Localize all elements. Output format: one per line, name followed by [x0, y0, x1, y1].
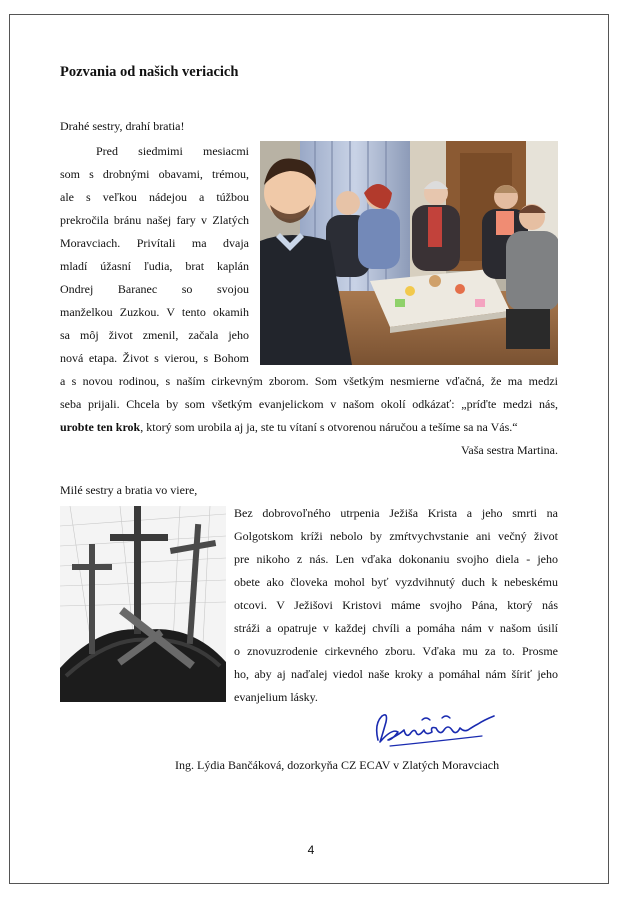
letter2-line: Golgotskom kríži nebolo by zmŕtvychvstanie ani večný život — [234, 529, 558, 543]
signature-name: Ing. Lýdia Bančáková, dozorkyňa CZ ECAV v Zlatých Moravciach — [175, 758, 500, 772]
group-photo — [260, 141, 558, 365]
letter2-line: obete ako človeka mohol byť vyzdvihnutý duch k nebeskému — [234, 575, 558, 589]
letter2-line: stráži a opatruje v každej chvíli a pomáha nám v našom úsilí — [234, 621, 558, 635]
letter1-line: prekročila bránu našej fary v Zlatých — [60, 213, 249, 227]
page-number: 4 — [307, 843, 315, 857]
crosses-image — [60, 506, 226, 702]
letter1-line — [60, 417, 558, 437]
letter1-line: ale s veľkou nádejou a túžbou — [60, 190, 249, 204]
letter1-line: nová etapa. Život s vierou, s Bohom — [60, 351, 249, 365]
letter1-line: manželkou Zuzkou. V tento okamih — [60, 305, 249, 319]
letter1-line: a s novou rodinou, s naším cirkevným zborom. Som všetkým nesmierne vďačná, že ma medzi — [60, 374, 558, 388]
bold-phrase: urobte ten krok — [60, 420, 141, 434]
letter1-line: Moravciach. Privítali ma dvaja — [60, 236, 249, 250]
letter1-greeting: Drahé sestry, drahí bratia! — [60, 119, 185, 133]
letter2-line: otcovi. V Ježišovi Kristovi máme svojho Pána, ktorý nás — [234, 598, 558, 612]
letter2-greeting: Milé sestry a bratia vo viere, — [60, 483, 198, 497]
letter1-line: seba prijali. Chcela by som všetkým evanjelickom v našom okolí odkázať: „príďte medzi nás, — [60, 397, 558, 411]
letter1-signoff: Vaša sestra Martina. — [461, 443, 558, 457]
letter1-line: sa môj život zmenil, začala jeho — [60, 328, 249, 342]
letter2-line: pre nikoho z nás. Len vďaka dokonaniu svojho diela - jeho — [234, 552, 558, 566]
letter1-line: Pred siedmimi mesiacmi — [96, 144, 249, 158]
letter2-line: ho, aby aj naďalej viedol naše kroky a pomáhal nám šíriť jeho — [234, 667, 558, 681]
letter1-line: Ondrej Baranec so svojou — [60, 282, 249, 296]
letter1-line-rest: , ktorý som urobila aj ja, ste tu vítaní s otvorenou náručou a tešíme sa na Vás.“ — [140, 420, 518, 434]
handwritten-signature — [370, 706, 500, 752]
letter2-line: Bez dobrovoľného utrpenia Ježiša Krista a jeho smrti na — [234, 506, 558, 520]
crosses-illustration — [60, 506, 226, 702]
group-photo-image — [260, 141, 558, 365]
letter1-line: som s drobnými obavami, trémou, — [60, 167, 249, 181]
letter2-line: evanjelium lásky. — [234, 690, 318, 704]
page-title: Pozvania od našich veriacich — [60, 64, 239, 80]
letter2-line: o znovuzrodenie cirkevného zboru. Vďaka mu za to. Prosme — [234, 644, 558, 658]
letter1-line: mladí úžasní ľudia, brat kaplán — [60, 259, 249, 273]
